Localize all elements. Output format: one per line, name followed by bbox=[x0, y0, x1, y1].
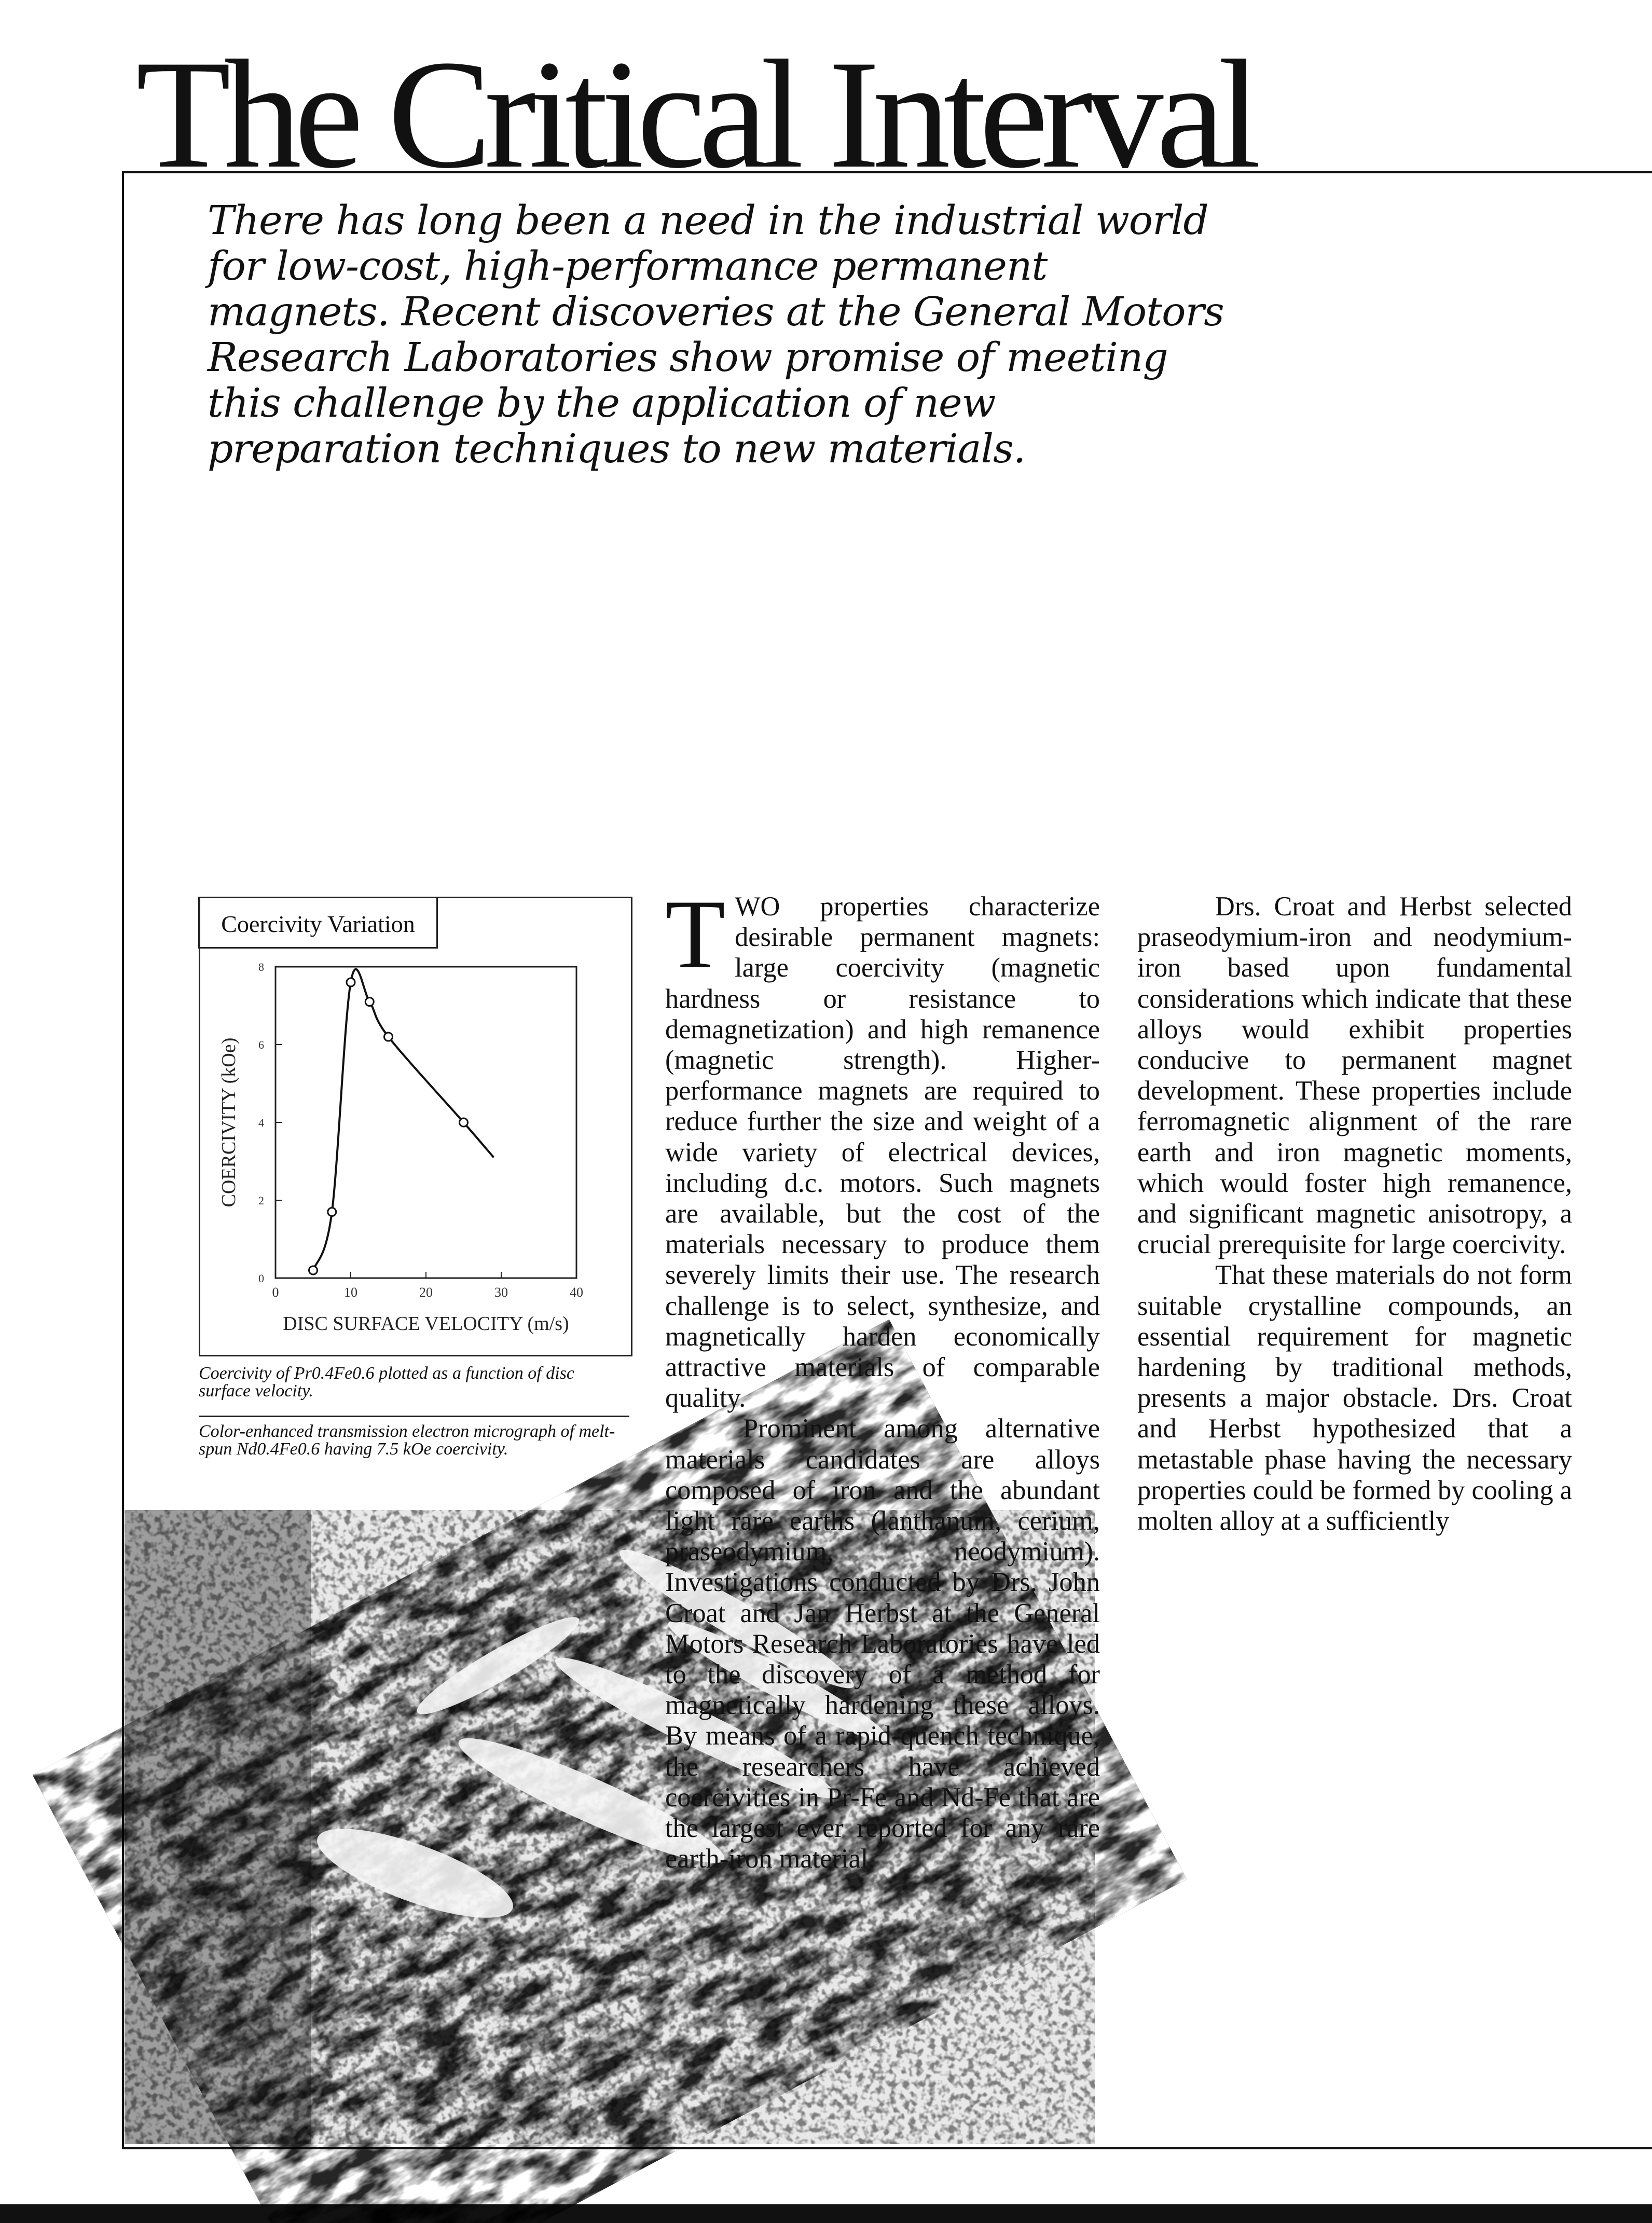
x-tick-label: 10 bbox=[344, 1285, 357, 1300]
chart-title: Coercivity Variation bbox=[198, 897, 438, 949]
paragraph-4-text: That these materials do not form suitable crystalline compounds, an essential requirement for magnetic hardening by traditional methods, presents a major obstacle. Drs. Croat and Herbst hypothesized that a metastable phase having the necessary properties could be formed by cooling a molten alloy at a sufficiently bbox=[1137, 1260, 1572, 1536]
body-paragraph-3 bbox=[1137, 891, 1572, 1260]
drop-cap: T bbox=[665, 880, 726, 989]
micrograph-caption: Color-enhanced transmission electron micrograph of melt-spun Nd0.4Fe0.6 having 7.5 kOe coercivity. bbox=[199, 1422, 615, 1459]
x-tick-label: 0 bbox=[272, 1285, 279, 1300]
body-column-1 bbox=[665, 880, 1100, 1874]
chart-caption: Coercivity of Pr0.4Fe0.6 plotted as a function of disc surface velocity. bbox=[199, 1364, 574, 1401]
body-paragraph-1 bbox=[665, 880, 1100, 1414]
data-point bbox=[384, 1033, 393, 1041]
y-tick-label: 0 bbox=[258, 1272, 264, 1285]
body-column-2 bbox=[1137, 891, 1572, 2121]
article-title: The Critical Interval bbox=[136, 28, 1254, 200]
body-paragraph-2 bbox=[665, 1414, 1100, 1874]
data-point bbox=[460, 1118, 468, 1127]
bottom-band bbox=[0, 2204, 1652, 2223]
plot-area bbox=[276, 967, 576, 1278]
y-tick-label: 6 bbox=[258, 1038, 264, 1051]
paragraph-1-text: WO properties characterize desirable permanent magnets: large coercivity (magnetic hardness or resistance to demagnetization) and high remanence (magnetic strength). Higher-performance magnets are required to reduce further the size and weight of a wide variety of electrical devices, including d.c. motors. Such magnets are available, but the cost of the materials necessary to produce them severely limits their use. The research challenge is to select, synthesize, and magnetically harden economically attractive materials of comparable quality. bbox=[665, 891, 1100, 1414]
y-tick-label: 4 bbox=[258, 1116, 264, 1129]
article-deck: There has long been a need in the industrial world for low-cost, high-performance permanent magnets. Recent discoveries at the General Motors Research Laboratories show promise of meeting this challenge by the application of new preparation techniques to new materials. bbox=[208, 198, 1224, 472]
data-point bbox=[365, 998, 374, 1006]
coercivity-chart bbox=[199, 897, 629, 1353]
y-tick-label: 2 bbox=[258, 1194, 264, 1207]
x-tick-label: 40 bbox=[570, 1285, 583, 1300]
paragraph-3-text: Drs. Croat and Herbst selected praseodymium-iron and neodymium-iron based upon fundamental considerations which indicate that these alloys would exhibit properties conducive to permanent magnet development. These properties include ferromagnetic alignment of the rare earth and iron magnetic moments, which would foster high remanence, and significant magnetic anisotropy, a crucial prerequisite for large coercivity. bbox=[1137, 891, 1572, 1260]
paragraph-2-text: Prominent among alternative materials candidates are alloys composed of iron and the abundant light rare earths (lanthanum, cerium, praseodymium, neodymium). Investigations conducted by Drs. John Croat and Jan Herbst at the General Motors Research Laboratories have led to the discovery of a method for magnetically hardening these alloys. By means of a rapid-quench technique, the researchers have achieved coercivities in Pr-Fe and Nd-Fe that are the largest ever reported for any rare earth-iron material. bbox=[665, 1414, 1100, 1874]
data-point bbox=[347, 978, 355, 986]
caption-rule bbox=[199, 1416, 629, 1417]
x-tick-label: 20 bbox=[419, 1285, 433, 1300]
x-axis-label: DISC SURFACE VELOCITY (m/s) bbox=[283, 1313, 569, 1335]
data-point bbox=[328, 1208, 336, 1216]
y-axis-label: COERCIVITY (kOe) bbox=[218, 1037, 240, 1207]
body-paragraph-4 bbox=[1137, 1260, 1572, 1536]
data-point bbox=[309, 1266, 318, 1274]
y-tick-label: 8 bbox=[258, 960, 264, 973]
x-tick-label: 30 bbox=[494, 1285, 508, 1300]
